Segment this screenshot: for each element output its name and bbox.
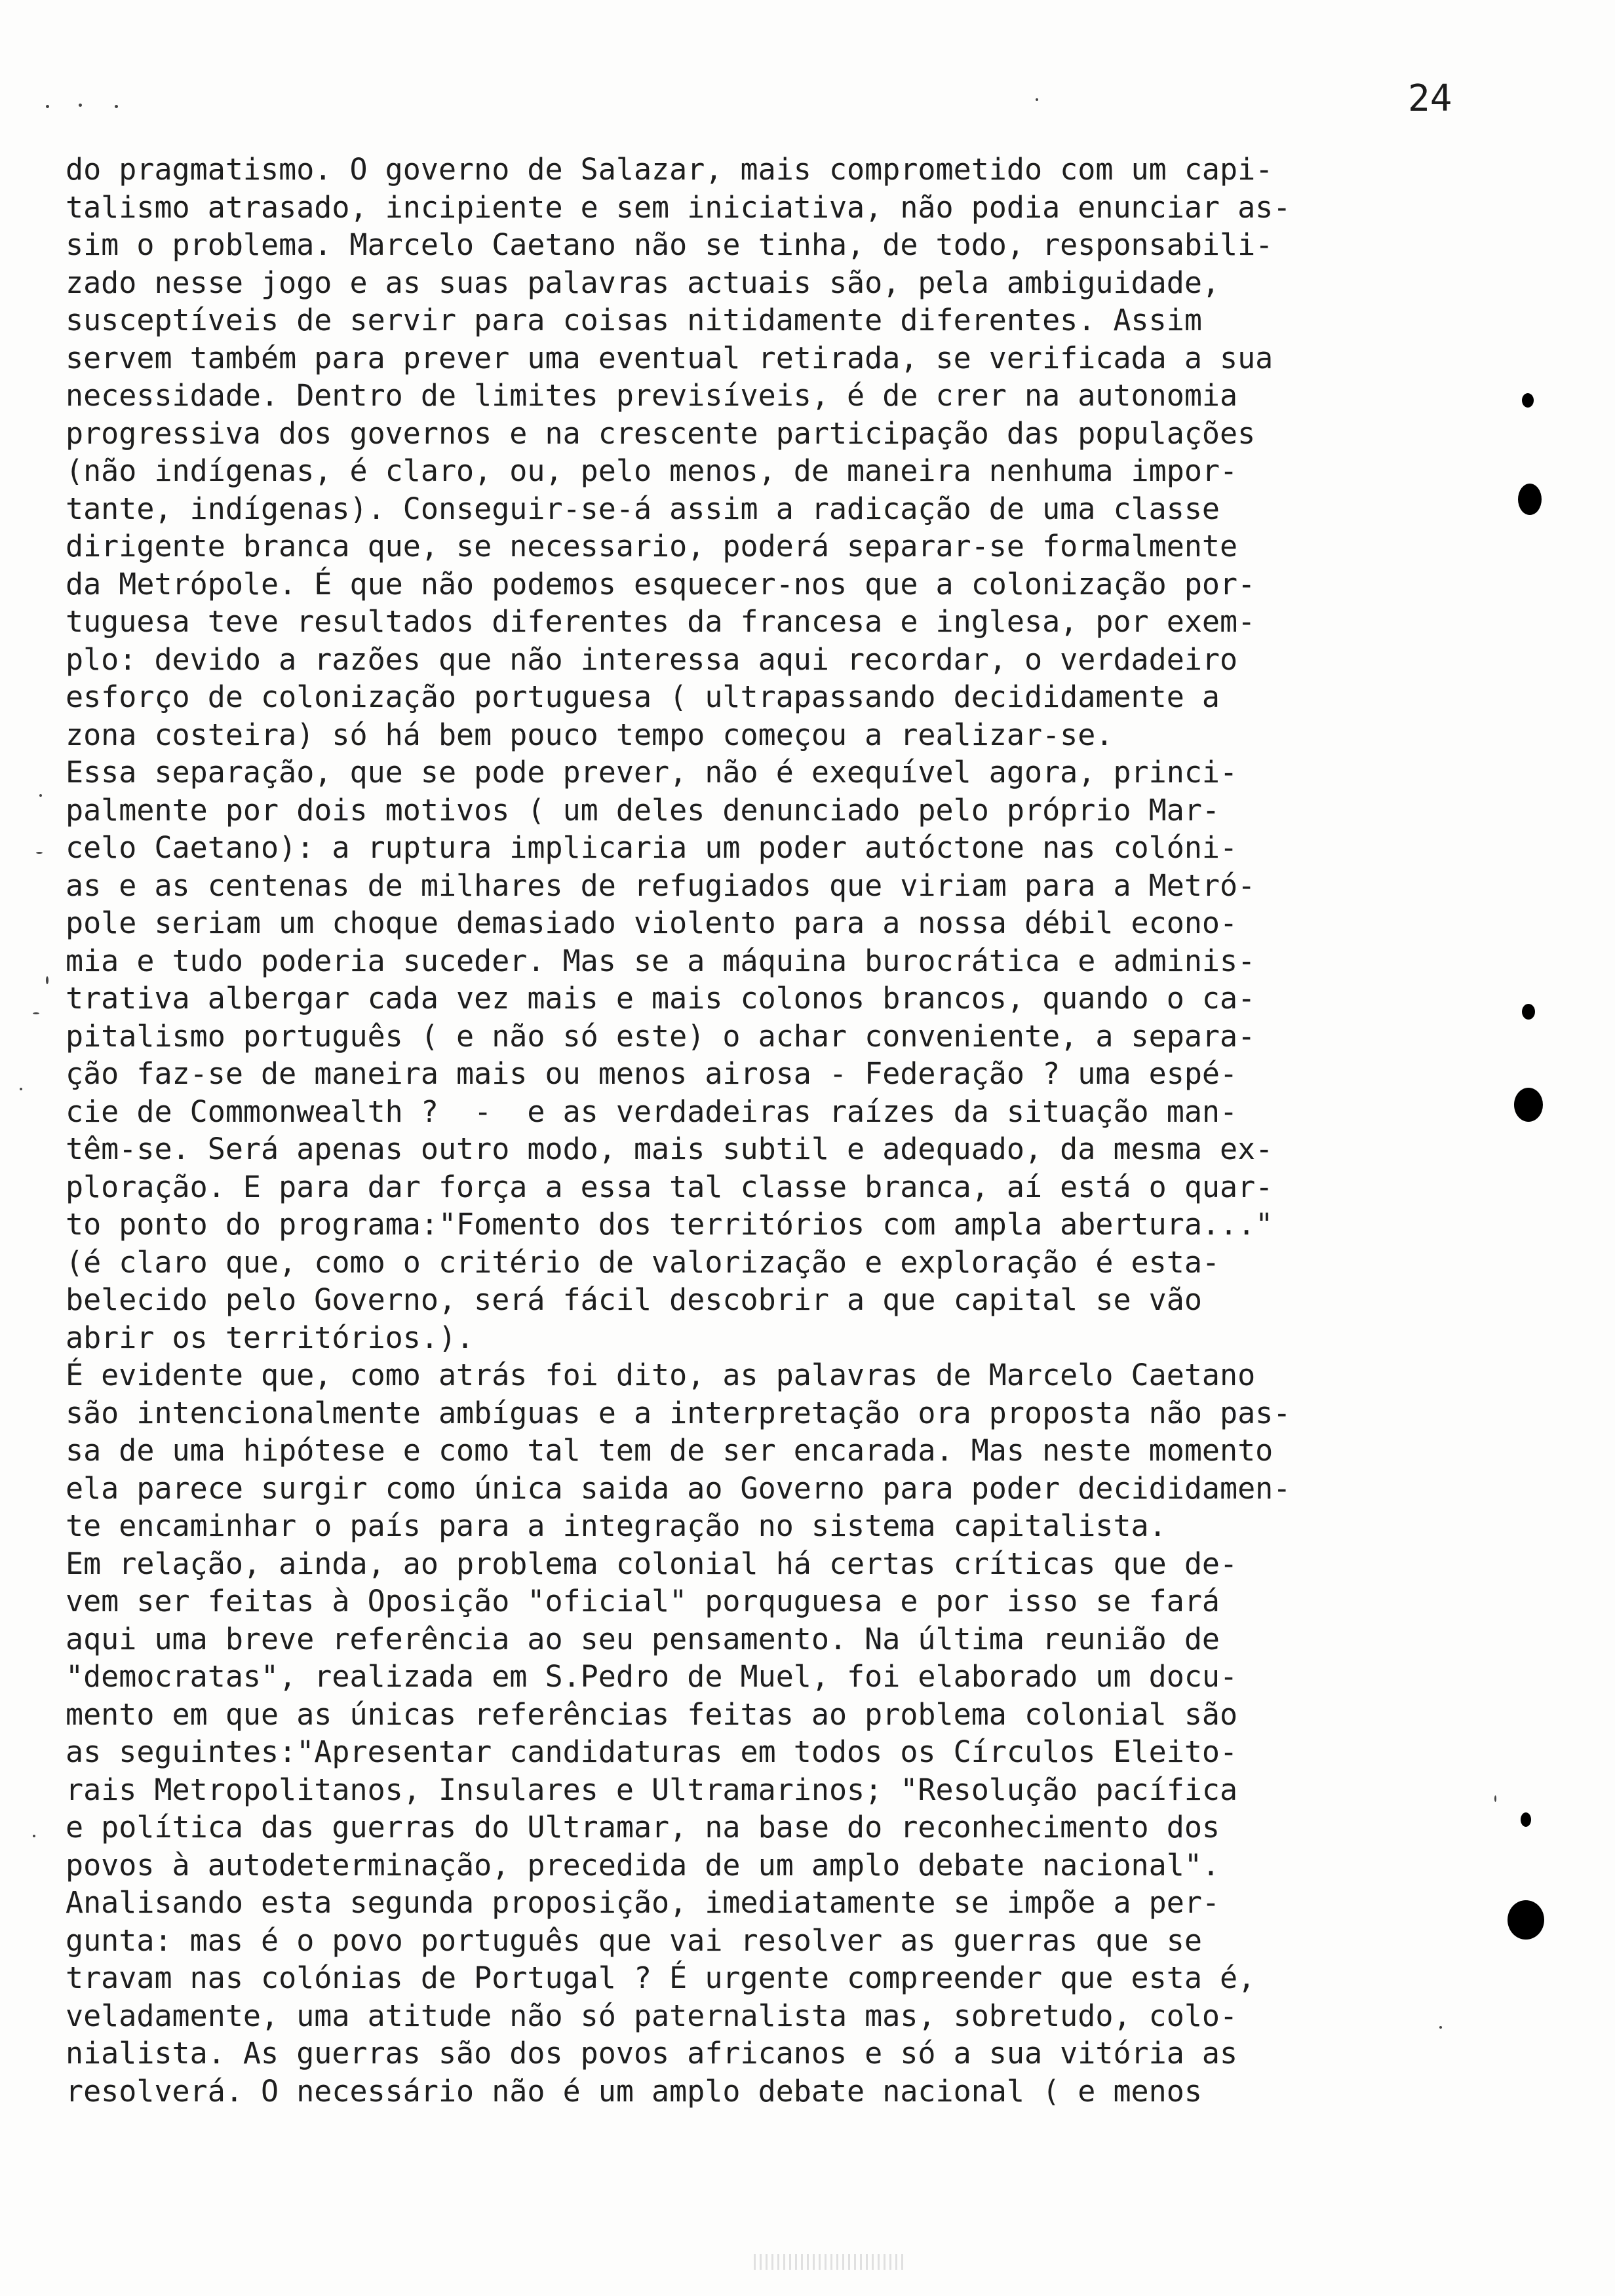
body-text xyxy=(66,151,1540,2148)
text-line: mia e tudo poderia suceder. Mas se a máquina burocrática e adminis- xyxy=(66,943,1256,978)
scan-bleed-mark xyxy=(754,2254,905,2270)
text-line: são intencionalmente ambíguas e a interpretação ora proposta não pas- xyxy=(66,1395,1291,1430)
scan-speck xyxy=(1439,2026,1442,2029)
text-line: pitalismo português ( e não só este) o achar conveniente, a separa- xyxy=(66,1018,1256,1054)
scan-dot xyxy=(1508,1900,1544,1940)
text-line: aqui uma breve referência ao seu pensamento. Na última reunião de xyxy=(66,1621,1220,1656)
text-line: progressiva dos governos e na crescente participação das populações xyxy=(66,415,1256,451)
text-line: Analisando esta segunda proposição, imediatamente se impõe a per- xyxy=(66,1885,1220,1920)
text-line: nialista. As guerras são dos povos africanos e só a sua vitória as xyxy=(66,2036,1238,2071)
text-line: to ponto do programa:"Fomento dos territórios com ampla abertura..." xyxy=(66,1207,1274,1242)
text-line: trativa albergar cada vez mais e mais colonos brancos, quando o ca- xyxy=(66,981,1256,1016)
text-line: palmente por dois motivos ( um deles denunciado pelo próprio Mar- xyxy=(66,792,1220,828)
text-line: dirigente branca que, se necessario, poderá separar-se formalmente xyxy=(66,529,1238,564)
text-line: plo: devido a razões que não interessa aqui recordar, o verdadeiro xyxy=(66,641,1238,677)
text-line: sim o problema. Marcelo Caetano não se tinha, de todo, responsabili- xyxy=(66,227,1274,262)
text-line: e política das guerras do Ultramar, na base do reconhecimento dos xyxy=(66,1810,1220,1845)
text-line: tante, indígenas). Conseguir-se-á assim a radicação de uma classe xyxy=(66,491,1220,526)
text-line: É evidente que, como atrás foi dito, as palavras de Marcelo Caetano xyxy=(66,1358,1256,1392)
text-line: talismo atrasado, incipiente e sem iniciativa, não podia enunciar as- xyxy=(66,189,1291,225)
text-line: zado nesse jogo e as suas palavras actuais são, pela ambiguidade, xyxy=(66,265,1220,300)
text-line: sa de uma hipótese e como tal tem de ser encarada. Mas neste momento xyxy=(66,1433,1274,1468)
text-line: susceptíveis de servir para coisas nitidamente diferentes. Assim xyxy=(66,303,1202,337)
text-line: te encaminhar o país para a integração no sistema capitalista. xyxy=(66,1508,1167,1543)
text-line: (é claro que, como o critério de valorização e exploração é esta- xyxy=(66,1244,1220,1280)
scan-dot xyxy=(1522,1004,1535,1020)
scan-dot xyxy=(1521,1812,1531,1827)
text-line: Em relação, ainda, ao problema colonial há certas críticas que de- xyxy=(66,1546,1238,1581)
text-line: pole seriam um choque demasiado violento para a nossa débil econo- xyxy=(66,906,1238,940)
text-line: servem também para prever uma eventual retirada, se verificada a sua xyxy=(66,340,1274,375)
scan-speck xyxy=(39,794,42,797)
scan-dot xyxy=(1514,1088,1543,1122)
text-line: ela parece surgir como única saida ao Governo para poder decididamen- xyxy=(66,1470,1291,1506)
text-line: abrir os territórios.). xyxy=(66,1320,475,1355)
scan-speck xyxy=(33,1012,39,1014)
text-line: resolverá. O necessário não é um amplo debate nacional ( e menos xyxy=(66,2073,1202,2109)
text-line: rais Metropolitanos, Insulares e Ultramarinos; "Resolução pacífica xyxy=(66,1772,1238,1807)
text-line: cie de Commonwealth ? - e as verdadeiras raízes da situação man- xyxy=(66,1094,1238,1129)
scan-speck xyxy=(33,1835,35,1837)
text-line: esforço de colonização portuguesa ( ultrapassando decididamente a xyxy=(66,679,1220,714)
text-line: veladamente, uma atitude não só paternalista mas, sobretudo, colo- xyxy=(66,1998,1238,2033)
text-line: tuguesa teve resultados diferentes da francesa e inglesa, por exem- xyxy=(66,604,1256,639)
text-line: mento em que as únicas referências feitas ao problema colonial são xyxy=(66,1696,1238,1732)
text-line: povos à autodeterminação, precedida de um amplo debate nacional". xyxy=(66,1847,1220,1883)
scan-dot xyxy=(1522,393,1534,408)
text-line: (não indígenas, é claro, ou, pelo menos, de maneira nenhuma impor- xyxy=(66,453,1238,488)
text-line: gunta: mas é o povo português que vai resolver as guerras que se xyxy=(66,1923,1202,1958)
page-number: 24 xyxy=(1408,77,1452,120)
text-line: celo Caetano): a ruptura implicaria um poder autóctone nas colóni- xyxy=(66,830,1238,865)
text-line xyxy=(66,2110,1540,2148)
scan-speck xyxy=(1494,1795,1496,1802)
scan-speck xyxy=(1036,98,1038,101)
text-line: ção faz-se de maneira mais ou menos airosa - Federação ? uma espé- xyxy=(66,1056,1238,1091)
text-line: ploração. E para dar força a essa tal classe branca, aí está o quar- xyxy=(66,1169,1274,1204)
text-line: do pragmatismo. O governo de Salazar, mais comprometido com um capi- xyxy=(66,152,1274,187)
scan-speck xyxy=(46,105,49,108)
scan-dot xyxy=(1518,484,1542,515)
scan-speck xyxy=(46,976,49,984)
text-line: as e as centenas de milhares de refugiados que viriam para a Metró- xyxy=(66,868,1256,903)
scan-speck xyxy=(79,104,82,107)
text-line: as seguintes:"Apresentar candidaturas em todos os Círculos Eleito- xyxy=(66,1734,1238,1769)
text-line: Essa separação, que se pode prever, não é exequível agora, princi- xyxy=(66,755,1238,790)
text-line: necessidade. Dentro de limites previsíveis, é de crer na autonomia xyxy=(66,378,1238,413)
text-line: da Metrópole. É que não podemos esquecer-nos que a colonização por- xyxy=(66,566,1256,602)
text-line: têm-se. Será apenas outro modo, mais subtil e adequado, da mesma ex- xyxy=(66,1132,1274,1166)
text-line: "democratas", realizada em S.Pedro de Muel, foi elaborado um docu- xyxy=(66,1659,1238,1694)
text-line: zona costeira) só há bem pouco tempo começou a realizar-se. xyxy=(66,717,1114,752)
text-line: belecido pelo Governo, será fácil descobrir a que capital se vão xyxy=(66,1282,1202,1317)
scan-speck xyxy=(20,1088,22,1090)
scan-speck xyxy=(115,105,118,108)
text-line: vem ser feitas à Oposição "oficial" porquguesa e por isso se fará xyxy=(66,1584,1220,1618)
text-line: travam nas colónias de Portugal ? É urgente compreender que esta é, xyxy=(66,1961,1256,1995)
scan-speck xyxy=(36,852,43,854)
